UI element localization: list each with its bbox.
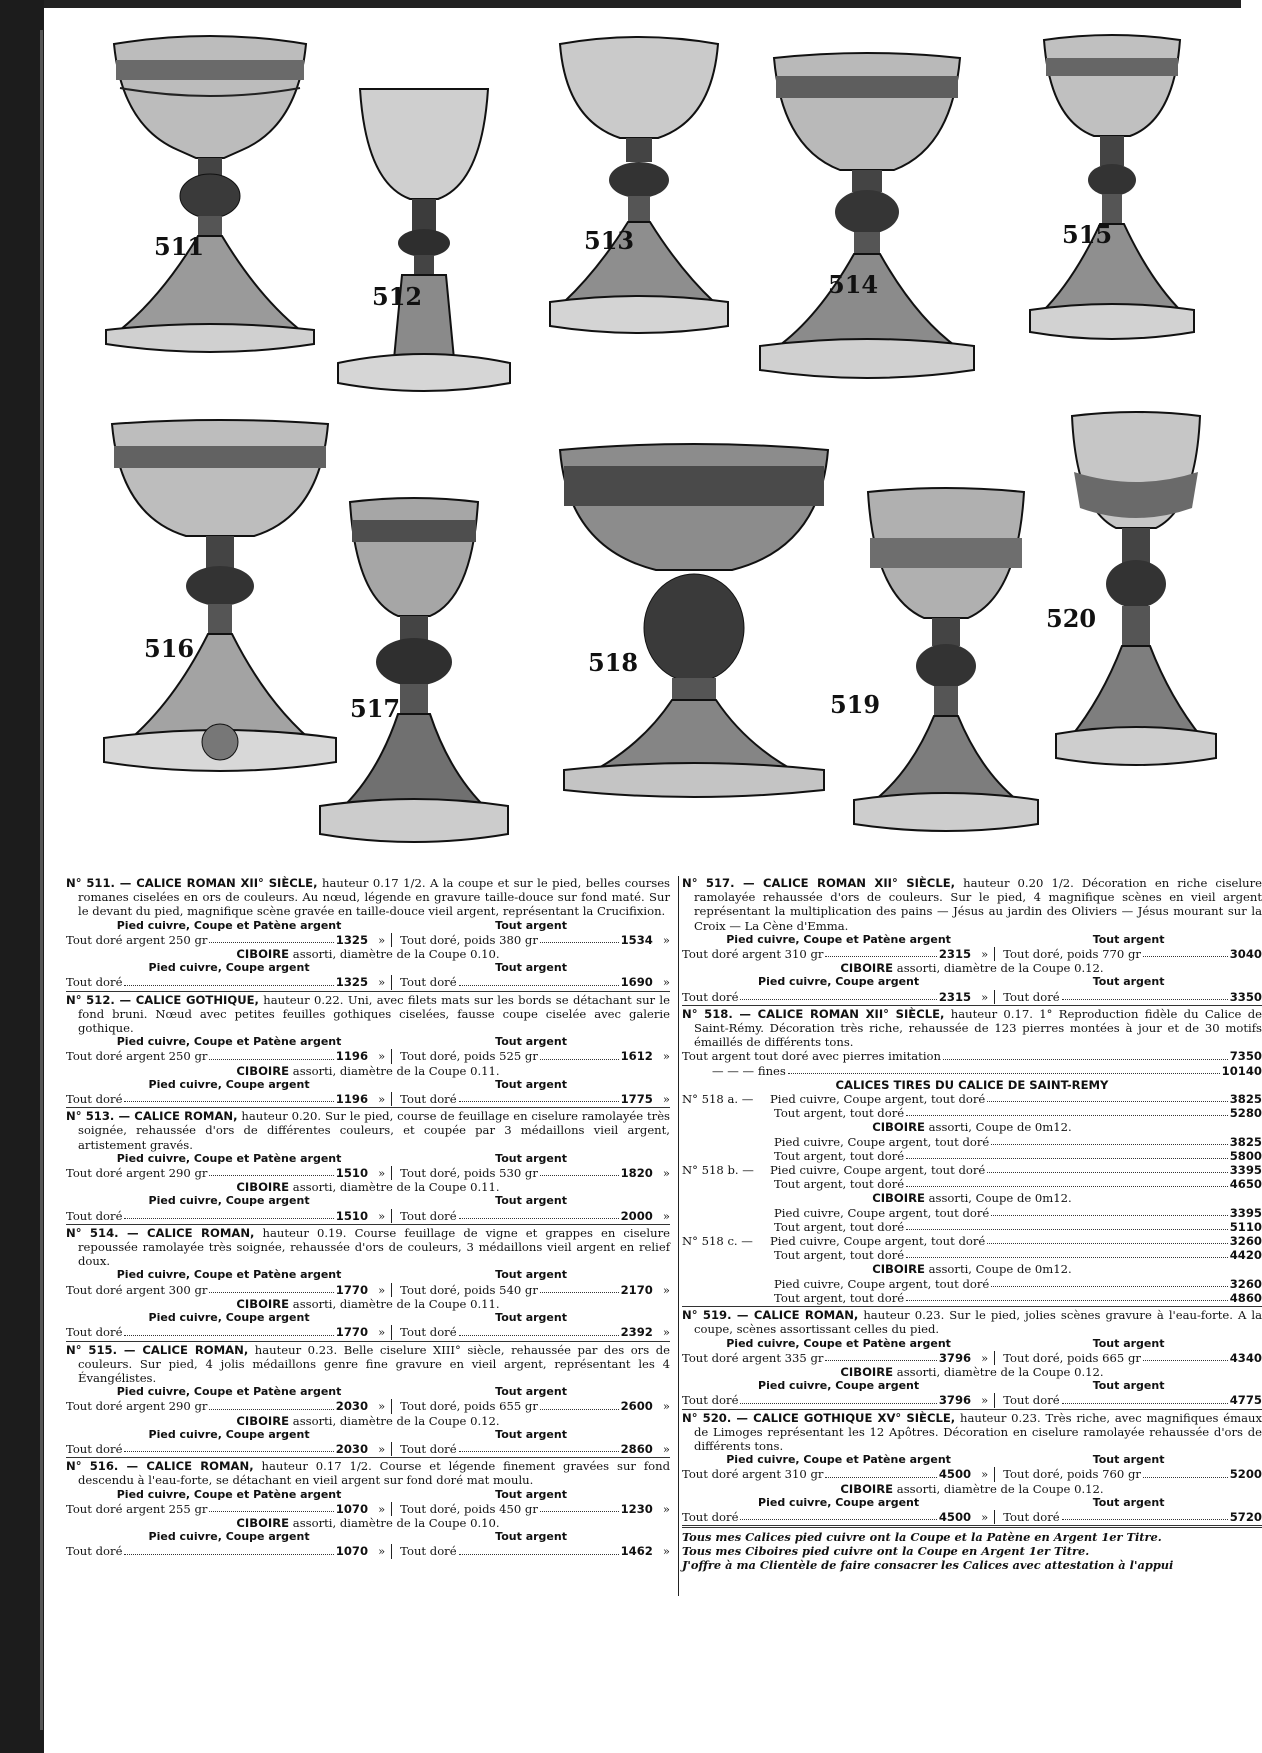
entry-description: hauteur 0.23. Très riche, avec magnifiques émaux de Limoges représentant les 12 Apôtres. Décoration en ciselure ramolayée rehaussée d'ors de différents tons. [694,1410,1262,1453]
variant-tag: N° 518 b. — [682,1163,754,1178]
price-label: Tout doré, poids 380 gr [400,932,538,947]
entry-description: hauteur 0.17 1/2. A la coupe et sur le pied, belles courses romanes ciselées en ors de couleurs. Au nœud, légende en gravure taille-douce sur fond maté. Sur le devant du pied, magnifique scène gravée en taille-douce vieil argent, représentant la Crucifixion. [78,876,670,919]
price-label: Tout doré, poids 655 gr [400,1399,538,1414]
price-value: 4500 [938,1467,972,1482]
entry-description: hauteur 0.20. Sur le pied, course de feuillage en ciselure ramolayée très soignée, rehaussée d'ors de différentes couleurs, et coupée par 3 médaillons vieil argent, artistement gravés. [78,1109,671,1152]
price-label: Tout doré [400,1325,457,1340]
price-label: Tout doré, poids 450 gr [400,1501,538,1516]
price-label: Tout doré [400,1208,457,1223]
price-value: 4860 [1229,1290,1262,1305]
price-value: 4340 [1229,1350,1262,1365]
price-label: Pied cuivre, Coupe argent, tout doré [774,1276,990,1291]
price-label: Pied cuivre, Coupe argent, tout doré [770,1092,986,1107]
footnote: Tous mes Ciboires pied cuivre ont la Coupe en Argent 1er Titre. [682,1544,1090,1559]
price-value: 1690 [620,975,653,990]
price-label: Tout doré [66,1544,123,1559]
price-value: 1770 [335,1325,369,1340]
col-header-left: Pied cuivre, Coupe argent [758,1379,920,1393]
price-value: 3796 [938,1393,972,1408]
price-value: 2600 [620,1399,653,1414]
price-label: Tout doré argent 310 gr [682,947,824,962]
price-label: Tout doré argent 290 gr [66,1166,208,1181]
price-label: Tout doré argent 255 gr [66,1501,208,1516]
figure-number-515: 515 [1062,220,1113,249]
figure-number-513: 513 [584,226,635,255]
price-label: Tout doré argent 335 gr [682,1350,824,1365]
col-header-left: Pied cuivre, Coupe et Patène argent [116,1487,342,1501]
right-column [682,876,1262,1572]
price-value: 1770 [335,1282,369,1297]
price-value: 4650 [1229,1177,1262,1192]
col-header-left: Pied cuivre, Coupe argent [148,1530,310,1544]
ciboire-text: assorti, Coupe de 0m12. [928,1191,1072,1206]
price-value: 5800 [1229,1148,1262,1163]
entry-514: N° 514. — CALICE ROMAN, hauteur 0.19. Course feuillage de vigne et grappes en ciselure repoussée ramolayée très soignée, rehaussée d'ors de couleurs, 3 médaillons vieil argent en relief doux. Pied cuivre, Coupe et Patène argent Tout argent Tout doré argent 300 gr 1770 » Tout doré, poids 540 gr 2170 » CIBOIRE assorti, diamètre de la Coupe 0.11. Pied cuivre, Coupe argent Tout argent Tout doré 1770 » Tout doré 2392 » [66,1226,670,1342]
chalice-518-illustration [554,438,834,810]
figure-number-514: 514 [828,270,879,299]
entry-515: N° 515. — CALICE ROMAN, hauteur 0.23. Belle ciselure XIII° siècle, rehaussée par des ors de couleurs. Sur pied, 4 jolis médaillons genre fine gravure en vieil argent, représentant les 4 Évangélistes. Pied cuivre, Coupe et Patène argent Tout argent Tout doré argent 290 gr 2030 » Tout doré, poids 655 gr 2600 » CIBOIRE assorti, diamètre de la Coupe 0.12. Pied cuivre, Coupe argent Tout argent Tout doré 2030 » Tout doré 2860 » [66,1343,670,1459]
ciboire-text: assorti, diamètre de la Coupe 0.12. [896,1481,1104,1496]
price-label: Tout doré [400,1441,457,1456]
chalice-516-illustration [100,416,340,786]
price-value: 3395 [1229,1163,1262,1178]
price-label: Tout argent tout doré avec pierres imitation [682,1049,941,1064]
price-value: 4500 [938,1509,972,1524]
footnote: J'offre à ma Clientèle de faire consacrer les Calices avec attestation à l'appui [682,1558,1174,1573]
price-value: 5720 [1229,1509,1262,1524]
entry-title: N° 514. — CALICE ROMAN, [66,1225,255,1240]
col-header-right: Tout argent [495,961,567,975]
entry-512: N° 512. — CALICE GOTHIQUE, hauteur 0.22. Uni, avec filets mats sur les bords se détachant sur le fond bruni. Nœud avec petites feuilles gothiques ciselées, fausse coupe ciselée avec galerie gothique. Pied cuivre, Coupe et Patène argent Tout argent Tout doré argent 250 gr 1196 » Tout doré, poids 525 gr 1612 » CIBOIRE assorti, diamètre de la Coupe 0.11. Pied cuivre, Coupe argent Tout argent Tout doré 1196 » Tout doré 1775 » [66,993,670,1109]
figure-number-520: 520 [1046,604,1097,633]
col-header-right: Tout argent [1092,1336,1165,1350]
col-header-right: Tout argent [1092,975,1165,989]
col-header-left: Pied cuivre, Coupe argent [148,961,310,975]
binding-line [40,30,43,1730]
price-label: Tout doré [66,1092,123,1107]
chalice-520-illustration [1052,408,1220,782]
ciboire-label: CIBOIRE [840,1481,894,1496]
ciboire-label: CIBOIRE [236,1063,290,1078]
col-header-right: Tout argent [495,1530,567,1544]
price-label: Tout doré, poids 540 gr [400,1282,538,1297]
footnotes [682,1527,1262,1572]
price-value: 3825 [1229,1092,1262,1107]
col-header-right: Tout argent [495,1311,567,1325]
price-value: 2315 [938,947,972,962]
price-label: Tout doré argent 310 gr [682,1467,824,1482]
col-header-right: Tout argent [495,1268,567,1282]
price-value: 1612 [620,1049,653,1064]
entry-title: N° 518. — CALICE ROMAN XII° SIÈCLE, [682,1006,945,1021]
price-label: Tout doré [400,1092,457,1107]
price-value: 3796 [938,1350,972,1365]
chalice-517-illustration [306,494,522,858]
price-value: 1510 [335,1208,369,1223]
col-header-right: Tout argent [495,1151,567,1165]
ciboire-label: CIBOIRE [236,1413,290,1428]
price-label: Tout doré [400,975,457,990]
col-header-right: Tout argent [495,1385,567,1399]
entry-519: N° 519. — CALICE ROMAN, hauteur 0.23. Sur le pied, jolies scènes gravure à l'eau-forte. A la coupe, scènes assortissant celles du pied. Pied cuivre, Coupe et Patène argent Tout argent Tout doré argent 335 gr 3796 » Tout doré, poids 665 gr 4340 CIBOIRE assorti, diamètre de la Coupe 0.12. Pied cuivre, Coupe argent Tout argent Tout doré 3796 » Tout doré 4775 [682,1308,1262,1409]
entry-description: hauteur 0.23. Sur le pied, jolies scènes gravure à l'eau-forte. A la coupe, scènes assortissant celles du pied. [694,1308,1262,1337]
price-value: 1196 [335,1092,369,1107]
price-label: Tout argent, tout doré [774,1106,905,1121]
price-value: 2170 [620,1282,653,1297]
col-header-right: Tout argent [495,1194,567,1208]
price-value: 1070 [335,1501,369,1516]
price-value: 2315 [938,989,972,1004]
price-value: 4775 [1229,1393,1262,1408]
ciboire-text: assorti, diamètre de la Coupe 0.12. [896,961,1104,976]
price-value: 3040 [1229,947,1262,962]
ciboire-text: assorti, Coupe de 0m12. [928,1262,1072,1277]
entry-516: N° 516. — CALICE ROMAN, hauteur 0.17 1/2. Course et légende finement gravées sur fond descendu à l'eau-forte, se détachant en vieil argent sur fond doré mat moulu. Pied cuivre, Coupe et Patène argent Tout argent Tout doré argent 255 gr 1070 » Tout doré, poids 450 gr 1230 » CIBOIRE assorti, diamètre de la Coupe 0.10. Pied cuivre, Coupe argent Tout argent Tout doré 1070 » Tout doré 1462 » [66,1459,670,1559]
price-value: 3260 [1229,1234,1262,1249]
price-value: 1462 [620,1544,653,1559]
price-label: Tout doré [1003,989,1060,1004]
chalice-515-illustration [1028,30,1196,350]
price-value: 10140 [1221,1063,1262,1078]
price-label: Tout doré [682,1393,739,1408]
ciboire-label: CIBOIRE [236,1515,290,1530]
entry-title: N° 512. — CALICE GOTHIQUE, [66,992,259,1007]
price-label: Tout doré [66,1208,123,1223]
entry-517: N° 517. — CALICE ROMAN XII° SIÈCLE, hauteur 0.20 1/2. Décoration en riche ciselure ramolayée rehaussée d'ors de couleurs. Sur le pied, 4 magnifique scènes en vieil argent représentant la multiplication des pains — Jésus au jardin des Oliviers — Jésus mourant sur la Croix — La Cène d'Emma. Pied cuivre, Coupe et Patène argent Tout argent Tout doré argent 310 gr 2315 » Tout doré, poids 770 gr 3040 CIBOIRE assorti, diamètre de la Coupe 0.12. Pied cuivre, Coupe argent Tout argent Tout doré 2315 » Tout doré 3350 [682,876,1262,1006]
price-label: Tout argent, tout doré [774,1177,905,1192]
ciboire-text: assorti, diamètre de la Coupe 0.12. [896,1364,1104,1379]
price-value: 1325 [335,975,369,990]
col-header-left: Pied cuivre, Coupe et Patène argent [726,1336,951,1350]
entry-description: hauteur 0.23. Belle ciselure XIII° siècle, rehaussée par des ors de couleurs. Sur pied, 4 jolis médaillons genre fine gravure en vieil argent, représentant les 4 Évangélistes. [78,1342,670,1385]
col-header-left: Pied cuivre, Coupe et Patène argent [116,1268,342,1282]
col-header-left: Pied cuivre, Coupe et Patène argent [116,1385,342,1399]
price-label: Tout doré [400,1544,457,1559]
price-label: Tout argent, tout doré [774,1248,905,1263]
price-label: Tout argent, tout doré [774,1290,905,1305]
ciboire-label: CIBOIRE [872,1191,925,1206]
ciboire-text: assorti, diamètre de la Coupe 0.11. [292,1063,500,1078]
ciboire-text: assorti, diamètre de la Coupe 0.12. [292,1413,500,1428]
ciboire-text: assorti, diamètre de la Coupe 0.11. [292,1180,500,1195]
price-value: 1820 [620,1166,653,1181]
ciboire-text: assorti, diamètre de la Coupe 0.10. [292,947,500,962]
col-header-right: Tout argent [1092,1495,1165,1509]
price-label: Tout doré, poids 525 gr [400,1049,538,1064]
col-header-left: Pied cuivre, Coupe argent [148,1077,310,1091]
variant-tag: N° 518 c. — [682,1234,753,1249]
entry-title: N° 513. — CALICE ROMAN, [66,1109,238,1124]
col-header-left: Pied cuivre, Coupe argent [148,1311,310,1325]
entry-511: N° 511. — CALICE ROMAN XII° SIÈCLE, hauteur 0.17 1/2. A la coupe et sur le pied, belles courses romanes ciselées en ors de couleurs. Au nœud, légende en gravure taille-douce sur fond maté. Sur le devant du pied, magnifique scène gravée en taille-douce vieil argent, représentant la Crucifixion. Pied cuivre, Coupe et Patène argent Tout argent Tout doré argent 250 gr 1325 » Tout doré, poids 380 gr 1534 » CIBOIRE assorti, diamètre de la Coupe 0.10. Pied cuivre, Coupe argent Tout argent Tout doré 1325 » Tout doré 1690 » [66,876,670,992]
price-value: 5110 [1229,1219,1262,1234]
col-header-right: Tout argent [495,1035,567,1049]
entry-description: hauteur 0.17 1/2. Course et légende finement gravées sur fond descendu à l'eau-forte, se détachant en vieil argent sur fond doré mat moulu. [78,1459,670,1488]
chalice-514-illustration [754,48,980,392]
price-label: Tout doré [66,1441,123,1456]
figure-number-517: 517 [350,694,401,723]
entry-description: hauteur 0.22. Uni, avec filets mats sur les bords se détachant sur le fond bruni. Nœud avec petites feuilles gothiques ciselées, fausse coupe ciselée avec galerie gothique. [78,992,670,1036]
price-label: Tout doré [682,1509,739,1524]
chalice-519-illustration [848,484,1044,844]
scan-top-edge [0,0,1241,8]
entry-title: N° 517. — CALICE ROMAN XII° SIÈCLE, [682,876,956,890]
ciboire-label: CIBOIRE [840,961,894,976]
entry-title: N° 519. — CALICE ROMAN, [682,1308,859,1323]
price-value: 3825 [1229,1134,1262,1149]
price-label: Tout doré, poids 760 gr [1003,1467,1141,1482]
ciboire-label: CIBOIRE [236,947,290,962]
entry-title: N° 516. — CALICE ROMAN, [66,1459,254,1474]
col-header-left: Pied cuivre, Coupe argent [148,1194,310,1208]
ciboire-label: CIBOIRE [840,1364,894,1379]
price-label: Tout argent, tout doré [774,1219,905,1234]
column-separator [678,876,679,1596]
price-label: Tout argent, tout doré [774,1148,905,1163]
price-label: Tout doré argent 290 gr [66,1399,208,1414]
price-value: 4420 [1229,1248,1262,1263]
col-header-right: Tout argent [495,1077,567,1091]
price-label: Tout doré, poids 770 gr [1003,947,1141,962]
price-label: Pied cuivre, Coupe argent, tout doré [774,1134,990,1149]
figure-number-518: 518 [588,648,639,677]
col-header-left: Pied cuivre, Coupe et Patène argent [726,1453,951,1467]
ciboire-label: CIBOIRE [872,1120,925,1135]
entry-518 [682,1007,1262,1307]
catalog-page [44,8,1262,1753]
price-value: 7350 [1229,1049,1262,1064]
entry-title: N° 515. — CALICE ROMAN, [66,1342,249,1357]
price-label: Pied cuivre, Coupe argent, tout doré [774,1205,990,1220]
col-header-right: Tout argent [495,1487,567,1501]
price-value: 1070 [335,1544,369,1559]
price-label: Tout doré [682,989,739,1004]
entry-description: hauteur 0.20 1/2. Décoration en riche ciselure ramolayée rehaussée d'ors de couleurs. Sur le pied, 4 magnifique scènes en vieil argent représentant la multiplication des pains — Jésus au jardin des Oliviers — Jésus mourant sur la Croix — La Cène d'Emma. [694,876,1262,933]
price-label: Pied cuivre, Coupe argent, tout doré [770,1234,986,1249]
entry-description: hauteur 0.19. Course feuillage de vigne et grappes en ciselure repoussée ramolayée très soignée, rehaussée d'ors de couleurs, 3 médaillons vieil argent en relief doux. [78,1225,670,1269]
price-value: 3350 [1229,989,1262,1004]
price-value: 1325 [335,932,369,947]
price-label: Tout doré [66,1325,123,1340]
price-value: 2392 [620,1325,653,1340]
price-value: 1230 [620,1501,653,1516]
col-header-right: Tout argent [495,1427,567,1441]
col-header-left: Pied cuivre, Coupe et Patène argent [116,918,342,932]
price-value: 3395 [1229,1205,1262,1220]
entry-title: N° 520. — CALICE GOTHIQUE XV° SIÈCLE, [682,1410,956,1425]
entry-title: N° 511. — CALICE ROMAN XII° SIÈCLE, [66,876,318,890]
price-label: Tout doré argent 250 gr [66,1049,208,1064]
figure-number-519: 519 [830,690,881,719]
entry-description: hauteur 0.17. 1° Reproduction fidèle du Calice de Saint-Rémy. Décoration très riche, rehaussée de 123 pierres montées à jour et de 30 motifs émaillés de différents tons. [694,1006,1262,1050]
col-header-left: Pied cuivre, Coupe argent [148,1427,310,1441]
col-header-left: Pied cuivre, Coupe et Patène argent [116,1035,342,1049]
price-label: Tout doré [1003,1509,1060,1524]
price-value: 2860 [620,1441,653,1456]
price-value: 2000 [620,1208,653,1223]
price-value: 1775 [620,1092,653,1107]
chalice-513-illustration [546,30,732,340]
figure-number-511: 511 [154,232,205,261]
scan-left-edge [0,0,44,1753]
ciboire-label: CIBOIRE [236,1180,290,1195]
price-label: Tout doré [1003,1393,1060,1408]
price-value: 1510 [335,1166,369,1181]
price-label: — — — fines [712,1063,786,1078]
col-header-right: Tout argent [1092,932,1165,946]
ciboire-label: CIBOIRE [872,1262,925,1277]
price-value: 2030 [335,1441,369,1456]
col-header-left: Pied cuivre, Coupe et Patène argent [726,932,951,946]
col-header-left: Pied cuivre, Coupe et Patène argent [116,1151,342,1165]
price-label: Pied cuivre, Coupe argent, tout doré [770,1163,986,1178]
price-label: Tout doré argent 300 gr [66,1282,208,1297]
col-header-right: Tout argent [495,918,567,932]
col-header-right: Tout argent [1092,1453,1165,1467]
price-label: Tout doré [66,975,123,990]
price-value: 2030 [335,1399,369,1414]
ciboire-text: assorti, Coupe de 0m12. [928,1120,1072,1135]
left-column [66,876,670,1561]
price-value: 1534 [620,932,653,947]
col-header-right: Tout argent [1092,1379,1165,1393]
price-value: 1196 [335,1049,369,1064]
price-value: 5280 [1229,1106,1262,1121]
col-header-left: Pied cuivre, Coupe argent [758,975,920,989]
ciboire-label: CIBOIRE [236,1296,290,1311]
ciboire-text: assorti, diamètre de la Coupe 0.10. [292,1515,500,1530]
chalice-511-illustration [102,26,318,364]
chalice-512-illustration [330,83,518,401]
price-value: 3260 [1229,1276,1262,1291]
ciboire-text: assorti, diamètre de la Coupe 0.11. [292,1296,500,1311]
entry-513: N° 513. — CALICE ROMAN, hauteur 0.20. Sur le pied, course de feuillage en ciselure ramolayée très soignée, rehaussée d'ors de différentes couleurs, et coupée par 3 médaillons vieil argent, artistement gravés. Pied cuivre, Coupe et Patène argent Tout argent Tout doré argent 290 gr 1510 » Tout doré, poids 530 gr 1820 » CIBOIRE assorti, diamètre de la Coupe 0.11. Pied cuivre, Coupe argent Tout argent Tout doré 1510 » Tout doré 2000 » [66,1109,670,1225]
footnote: Tous mes Calices pied cuivre ont la Coupe et la Patène en Argent 1er Titre. [682,1530,1162,1545]
col-header-left: Pied cuivre, Coupe argent [758,1495,920,1509]
price-label: Tout doré, poids 530 gr [400,1166,538,1181]
variant-tag: N° 518 a. — [682,1092,754,1107]
price-label: Tout doré argent 250 gr [66,932,208,947]
price-value: 5200 [1229,1467,1262,1482]
price-label: Tout doré, poids 665 gr [1003,1350,1141,1365]
section-title: CALICES TIRES DU CALICE DE SAINT-REMY [835,1077,1109,1092]
entry-520: N° 520. — CALICE GOTHIQUE XV° SIÈCLE, hauteur 0.23. Très riche, avec magnifiques émaux de Limoges représentant les 12 Apôtres. Décoration en ciselure ramolayée rehaussée d'ors de différents tons. Pied cuivre, Coupe et Patène argent Tout argent Tout doré argent 310 gr 4500 » Tout doré, poids 760 gr 5200 CIBOIRE assorti, diamètre de la Coupe 0.12. Pied cuivre, Coupe argent Tout argent Tout doré 4500 » Tout doré 5720 [682,1411,1262,1527]
figure-number-516: 516 [144,634,195,663]
figure-number-512: 512 [372,282,423,311]
